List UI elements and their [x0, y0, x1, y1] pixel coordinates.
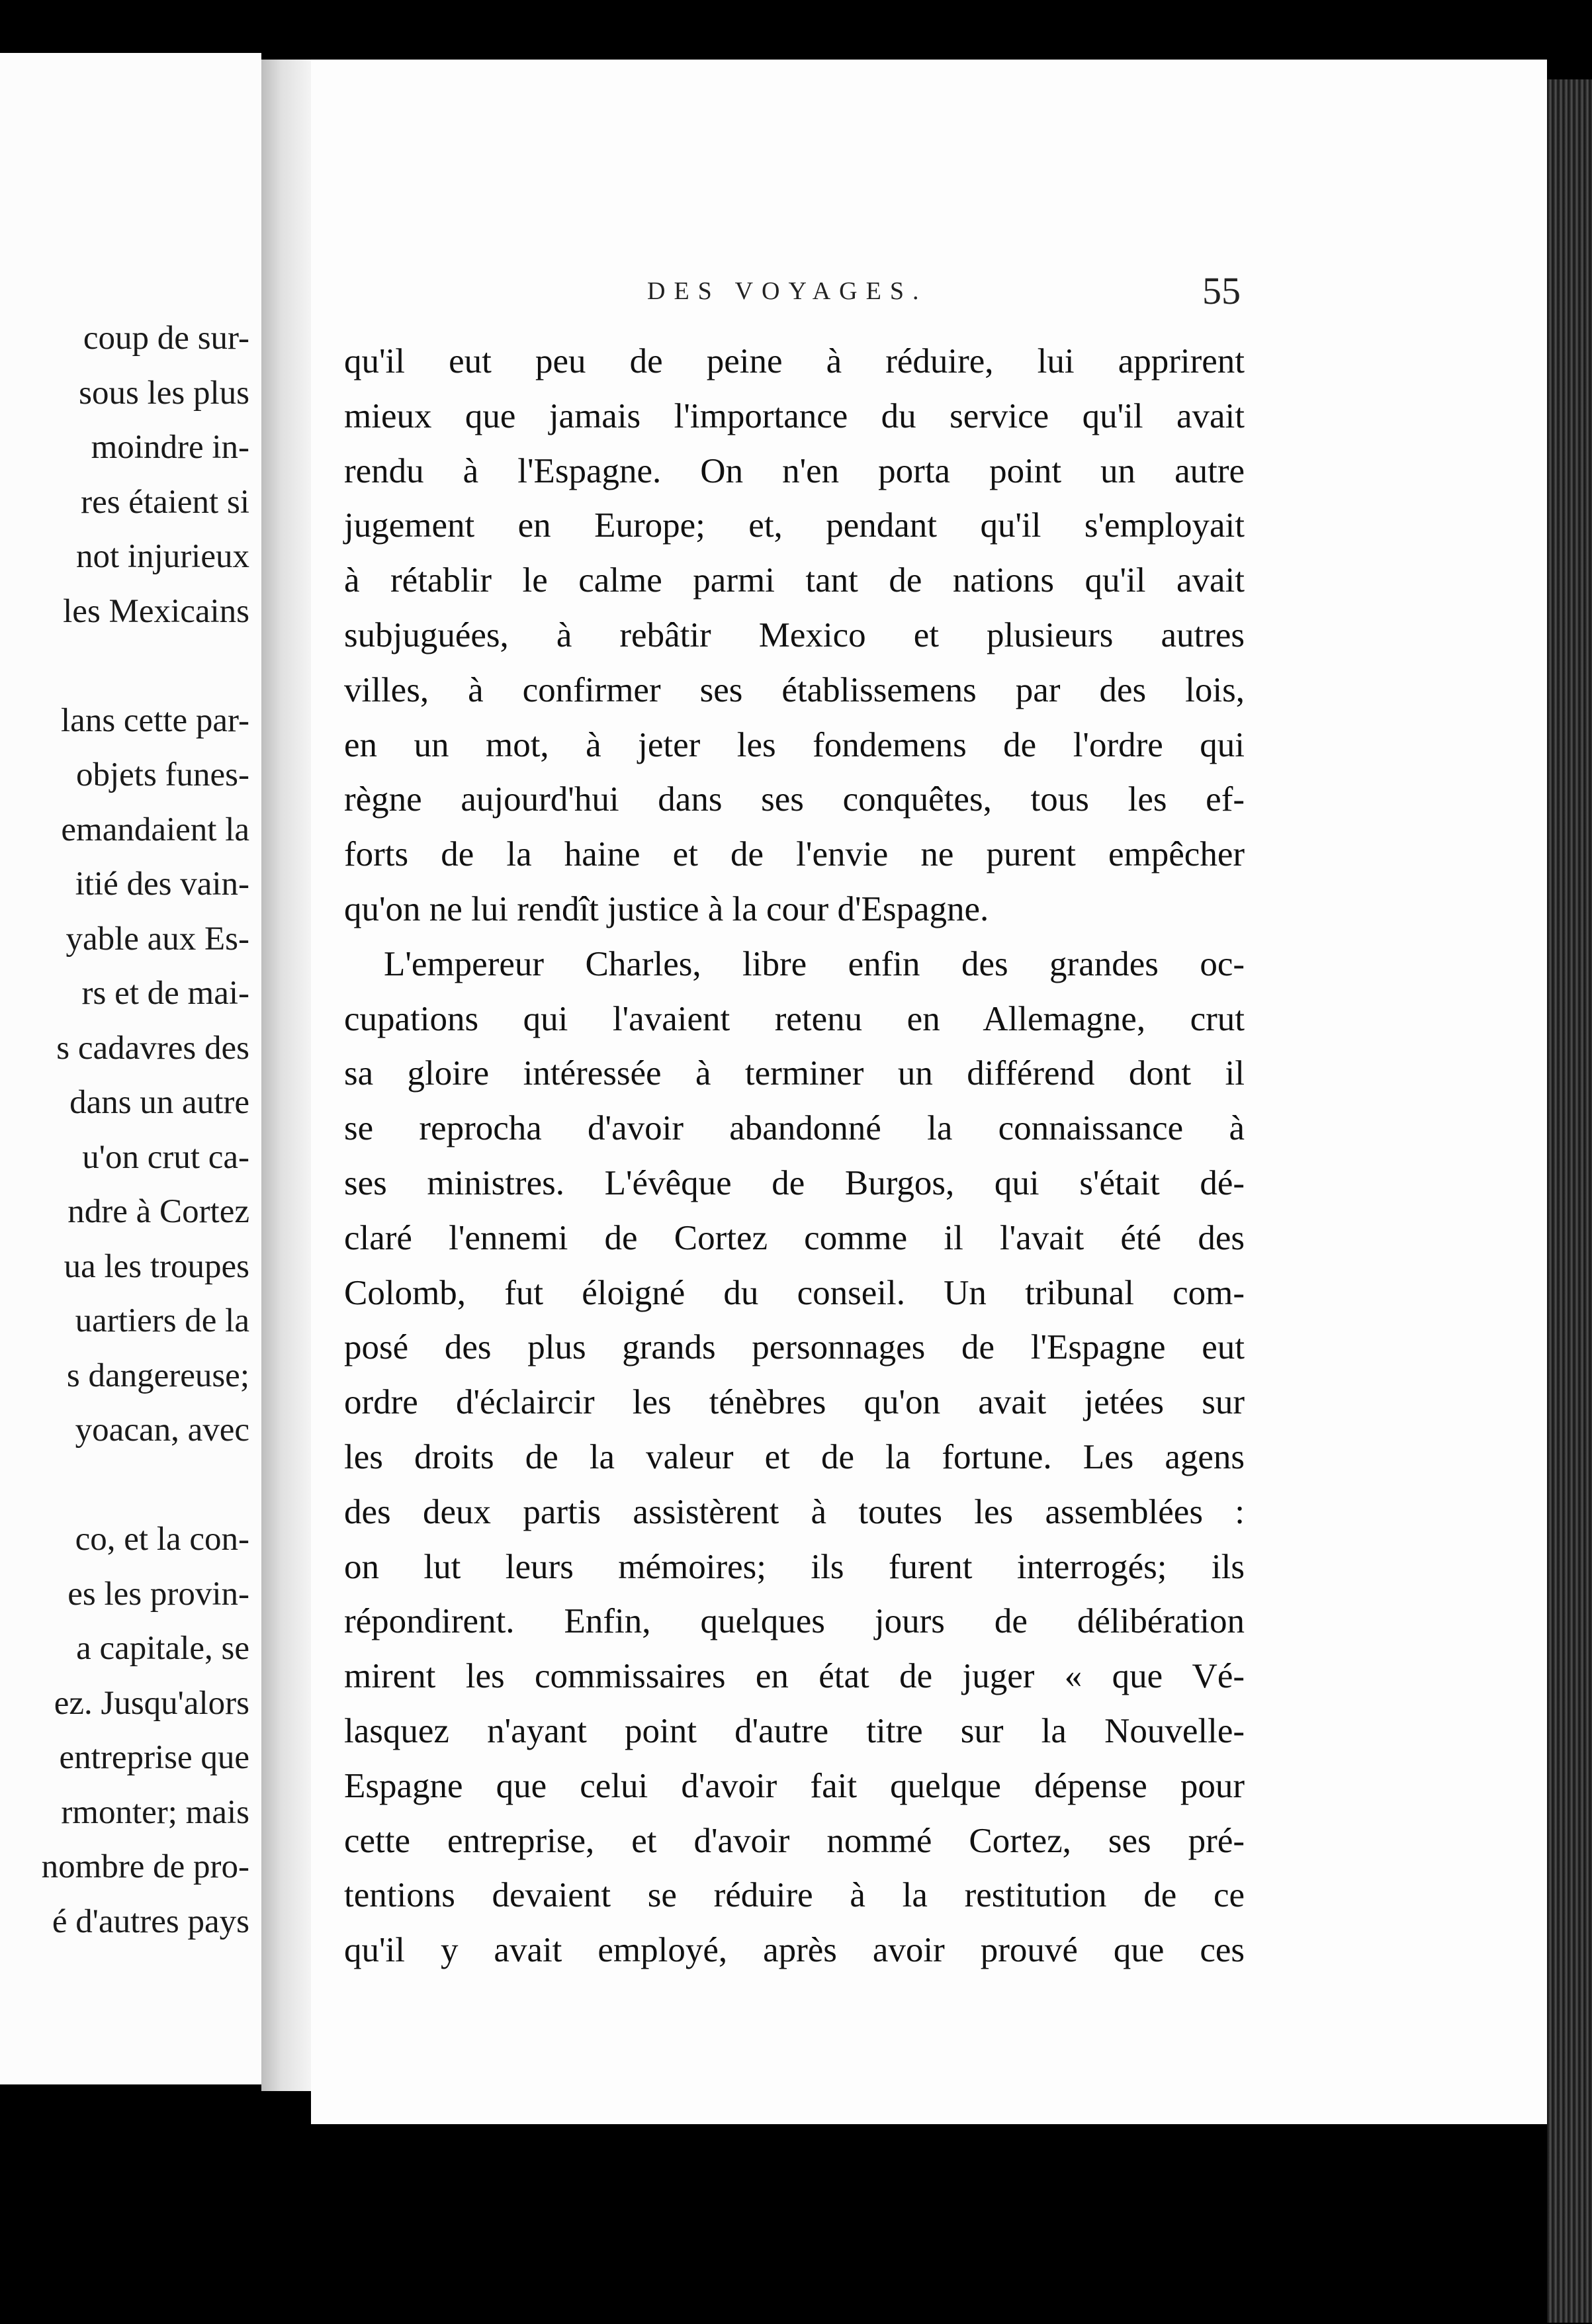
previous-page-line: emandaient la [61, 811, 249, 848]
text-line: sa gloire intéressée à terminer un différend dont il [344, 1054, 1245, 1093]
previous-page-line: ez. Jusqu'alors [54, 1684, 249, 1722]
text-line: ordre d'éclaircir les ténèbres qu'on avait jetées sur [344, 1383, 1245, 1422]
text-line: Colomb, fut éloigné du conseil. Un tribunal com- [344, 1273, 1245, 1312]
text-line: mirent les commissaires en état de juger « que Vé- [344, 1657, 1245, 1696]
previous-page-line: rmonter; mais [61, 1793, 249, 1831]
previous-page-line: dans un autre [69, 1084, 249, 1121]
text-line: qu'on ne lui rendît justice à la cour d'Espagne. [344, 889, 989, 928]
page-number: 55 [1202, 269, 1241, 312]
text-line: mieux que jamais l'importance du service qu'il avait [344, 396, 1245, 435]
previous-page-line: objets funes- [75, 756, 249, 793]
text-line: les droits de la valeur et de la fortune. Les agens [344, 1437, 1245, 1476]
text-line: L'empereur Charles, libre enfin des grandes oc- [384, 944, 1245, 983]
text-line: jugement en Europe; et, pendant qu'il s'employait [344, 506, 1245, 545]
text-line: rendu à l'Espagne. On n'en porta point un autre [344, 451, 1245, 490]
text-line: tentions devaient se réduire à la restitution de ce [344, 1876, 1245, 1915]
previous-page-line: lans cette par- [61, 701, 249, 739]
text-line: Espagne que celui d'avoir fait quelque dépense pour [344, 1766, 1245, 1805]
text-line: se reprocha d'avoir abandonné la connaissance à [344, 1109, 1245, 1148]
previous-page-line: les Mexicains [63, 592, 249, 630]
text-line: posé des plus grands personnages de l'Espagne eut [344, 1328, 1245, 1367]
previous-page-line: moindre in- [91, 429, 249, 466]
previous-page-line: res étaient si [81, 483, 249, 521]
text-line: qu'il y avait employé, après avoir prouvé que ces [344, 1931, 1245, 1970]
previous-page-text [42, 311, 249, 1949]
text-line: cette entreprise, et d'avoir nommé Cortez, ses pré- [344, 1821, 1245, 1860]
previous-page-line: u'on crut ca- [82, 1138, 249, 1176]
running-head: DES VOYAGES. [647, 277, 928, 305]
previous-page-line: es les provin- [67, 1575, 249, 1613]
text-line: répondirent. Enfin, quelques jours de délibération [344, 1602, 1245, 1641]
previous-page-line [42, 639, 249, 693]
text-line: on lut leurs mémoires; ils furent interrogés; ils [344, 1547, 1245, 1586]
previous-page-line: é d'autres pays [52, 1902, 249, 1940]
text-line: qu'il eut peu de peine à réduire, lui apprirent [344, 342, 1245, 380]
previous-page [0, 53, 261, 2084]
previous-page-line: yable aux Es- [66, 920, 249, 958]
text-line: villes, à confirmer ses établissemens par des lois, [344, 670, 1245, 709]
previous-page-line: not injurieux [75, 538, 249, 575]
previous-page-line: s dangereuse; [66, 1357, 249, 1394]
previous-page-line: sous les plus [79, 374, 249, 412]
previous-page-line: itié des vain- [75, 866, 249, 903]
book-gutter [261, 60, 311, 2091]
previous-page-line: entreprise que [59, 1739, 249, 1776]
text-line: subjuguées, à rebâtir Mexico et plusieurs autres [344, 615, 1245, 654]
previous-page-line [42, 1458, 249, 1513]
previous-page-line: co, et la con- [75, 1521, 249, 1558]
previous-page-line: ua les troupes [64, 1247, 249, 1285]
text-line: ses ministres. L'évêque de Burgos, qui s'était dé- [344, 1163, 1245, 1202]
previous-page-line: uartiers de la [75, 1302, 249, 1339]
text-line: forts de la haine et de l'envie ne purent empêcher [344, 835, 1245, 874]
text-line: des deux partis assistèrent à toutes les assemblées : [344, 1492, 1245, 1531]
text-line: cupations qui l'avaient retenu en Allemagne, crut [344, 999, 1245, 1038]
text-line: lasquez n'ayant point d'autre titre sur la Nouvelle- [344, 1711, 1245, 1750]
page-edges [1547, 79, 1592, 2323]
previous-page-line: ndre à Cortez [67, 1193, 249, 1230]
previous-page-line: a capitale, se [76, 1630, 249, 1667]
previous-page-line: nombre de pro- [41, 1848, 249, 1885]
previous-page-line: yoacan, avec [75, 1411, 249, 1449]
page-body-text [344, 334, 1245, 1978]
previous-page-line: s cadavres des [56, 1029, 249, 1067]
text-line: en un mot, à jeter les fondemens de l'ordre qui [344, 725, 1245, 764]
text-line: règne aujourd'hui dans ses conquêtes, tous les ef- [344, 780, 1245, 819]
previous-page-line: coup de sur- [83, 320, 249, 357]
text-line: à rétablir le calme parmi tant de nations qu'il avait [344, 561, 1245, 600]
previous-page-line: rs et de mai- [81, 975, 249, 1012]
text-line: claré l'ennemi de Cortez comme il l'avait été des [344, 1218, 1245, 1257]
